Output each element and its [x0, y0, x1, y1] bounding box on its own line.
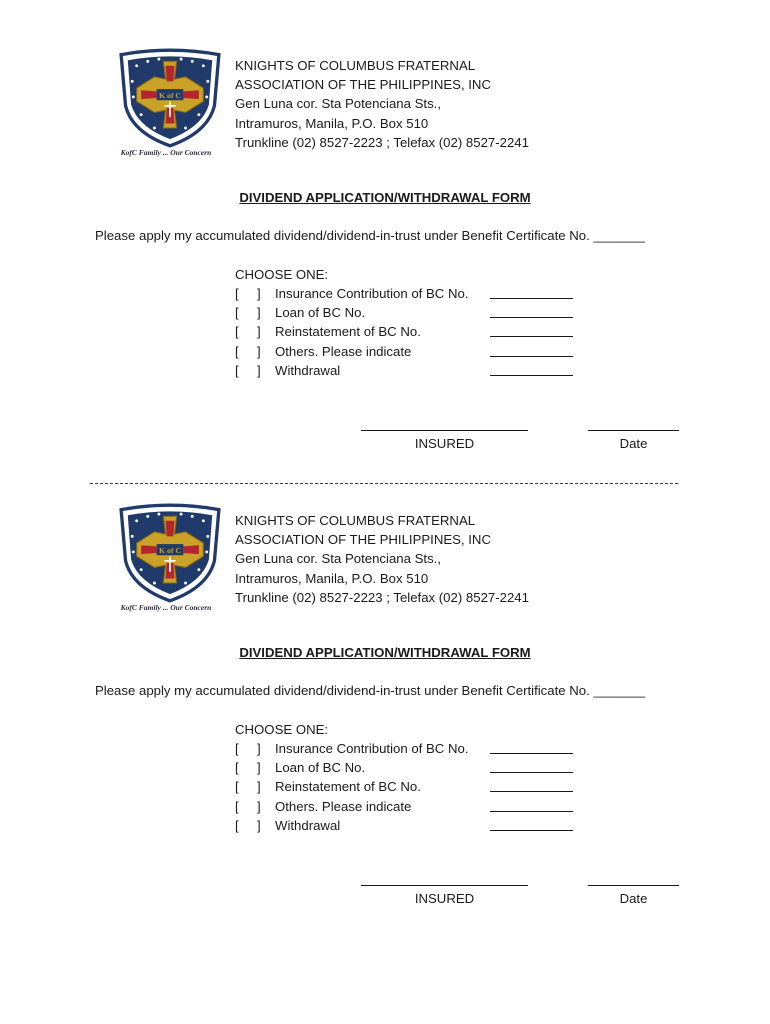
checkbox-bracket-open[interactable]: [ — [235, 779, 239, 795]
withdrawal-blank[interactable] — [490, 830, 573, 831]
checkbox-bracket-open[interactable]: [ — [235, 286, 239, 301]
org-address-line-2: Intramuros, Manila, P.O. Box 510 — [235, 115, 429, 131]
option-insurance-contribution[interactable] — [235, 284, 580, 303]
checkbox-bracket-close[interactable]: ] — [257, 324, 261, 340]
kofc-shield-icon — [112, 503, 228, 603]
option-withdrawal[interactable] — [235, 816, 580, 835]
choose-one-label: CHOOSE ONE: — [235, 722, 329, 737]
option-others[interactable] — [235, 797, 580, 816]
insured-label: INSURED — [414, 891, 475, 906]
svg-text:K of C: K of C — [158, 91, 182, 101]
checkbox-bracket-open[interactable]: [ — [235, 324, 239, 340]
org-phone-line: Trunkline (02) 8527-2223 ; Telefax (02) 8527-2241 — [235, 134, 529, 150]
kofc-shield-icon — [112, 48, 228, 148]
checkbox-bracket-open[interactable]: [ — [235, 741, 239, 756]
form-title: DIVIDEND APPLICATION/WITHDRAWAL FORM — [239, 645, 531, 660]
insured-signature-line[interactable] — [361, 430, 528, 431]
withdrawal-blank[interactable] — [490, 375, 573, 376]
option-label: Withdrawal — [275, 362, 341, 378]
checkbox-bracket-close[interactable]: ] — [257, 362, 261, 378]
form-copy-bottom — [0, 455, 770, 906]
option-label: Reinstatement of BC No. — [275, 779, 421, 795]
option-label: Reinstatement of BC No. — [275, 324, 421, 340]
bc-number-blank[interactable] — [490, 772, 573, 773]
organization-header — [235, 511, 529, 607]
insured-signature-line[interactable] — [361, 885, 528, 886]
choose-one-section — [235, 265, 580, 380]
bc-number-blank[interactable] — [490, 298, 573, 299]
checkbox-bracket-close[interactable]: ] — [257, 286, 261, 301]
checkbox-bracket-close[interactable]: ] — [257, 798, 261, 814]
choose-one-label: CHOOSE ONE: — [235, 267, 329, 282]
option-label: Loan of BC No. — [275, 760, 366, 776]
checkbox-bracket-close[interactable]: ] — [257, 741, 261, 756]
org-name-line-1: KNIGHTS OF COLUMBUS FRATERNAL — [235, 513, 476, 528]
others-blank[interactable] — [490, 811, 573, 812]
bc-number-blank[interactable] — [490, 336, 573, 337]
checkbox-bracket-open[interactable]: [ — [235, 798, 239, 814]
date-label: Date — [619, 891, 648, 906]
date-line[interactable] — [588, 885, 679, 886]
organization-header — [235, 56, 529, 152]
option-loan[interactable] — [235, 303, 580, 322]
kofc-logo — [108, 48, 224, 162]
option-others[interactable] — [235, 342, 580, 361]
checkbox-bracket-close[interactable]: ] — [257, 305, 261, 321]
checkbox-bracket-open[interactable]: [ — [235, 817, 239, 833]
option-label: Others. Please indicate — [275, 343, 412, 359]
checkbox-bracket-open[interactable]: [ — [235, 343, 239, 359]
form-title: DIVIDEND APPLICATION/WITHDRAWAL FORM — [239, 190, 531, 205]
checkbox-bracket-close[interactable]: ] — [257, 779, 261, 795]
checkbox-bracket-close[interactable]: ] — [257, 817, 261, 833]
option-reinstatement[interactable] — [235, 322, 580, 341]
bc-number-blank[interactable] — [490, 791, 573, 792]
date-line[interactable] — [588, 430, 679, 431]
request-statement: Please apply my accumulated dividend/dividend-in-trust under Benefit Certificate No. _______ — [95, 228, 645, 243]
org-name-line-2: ASSOCIATION OF THE PHILIPPINES, INC — [235, 77, 491, 93]
option-withdrawal[interactable] — [235, 361, 580, 380]
checkbox-bracket-open[interactable]: [ — [235, 305, 239, 321]
option-label: Loan of BC No. — [275, 305, 366, 321]
checkbox-bracket-close[interactable]: ] — [257, 343, 261, 359]
option-label: Others. Please indicate — [275, 798, 412, 814]
choose-one-section — [235, 720, 580, 835]
option-label: Insurance Contribution of BC No. — [275, 741, 469, 756]
option-loan[interactable] — [235, 758, 580, 777]
org-name-line-1: KNIGHTS OF COLUMBUS FRATERNAL — [235, 58, 476, 73]
logo-motto: KofC Family ... Our Concern — [120, 603, 212, 612]
bc-number-blank[interactable] — [490, 753, 573, 754]
option-insurance-contribution[interactable] — [235, 739, 580, 758]
kofc-logo — [108, 503, 224, 617]
org-phone-line: Trunkline (02) 8527-2223 ; Telefax (02) 8527-2241 — [235, 589, 529, 605]
checkbox-bracket-open[interactable]: [ — [235, 362, 239, 378]
date-label: Date — [619, 436, 648, 451]
option-reinstatement[interactable] — [235, 777, 580, 796]
logo-motto: KofC Family ... Our Concern — [120, 148, 212, 157]
others-blank[interactable] — [490, 356, 573, 357]
org-address-line-1: Gen Luna cor. Sta Potenciana Sts., — [235, 551, 442, 567]
org-address-line-2: Intramuros, Manila, P.O. Box 510 — [235, 570, 429, 586]
request-statement: Please apply my accumulated dividend/dividend-in-trust under Benefit Certificate No. _______ — [95, 683, 645, 698]
option-label: Insurance Contribution of BC No. — [275, 286, 469, 301]
bc-number-blank[interactable] — [490, 317, 573, 318]
checkbox-bracket-open[interactable]: [ — [235, 760, 239, 776]
option-label: Withdrawal — [275, 817, 341, 833]
checkbox-bracket-close[interactable]: ] — [257, 760, 261, 776]
org-name-line-2: ASSOCIATION OF THE PHILIPPINES, INC — [235, 532, 491, 548]
org-address-line-1: Gen Luna cor. Sta Potenciana Sts., — [235, 96, 442, 112]
form-copy-top — [0, 0, 770, 451]
insured-label: INSURED — [414, 436, 475, 451]
svg-text:K of C: K of C — [158, 546, 182, 556]
